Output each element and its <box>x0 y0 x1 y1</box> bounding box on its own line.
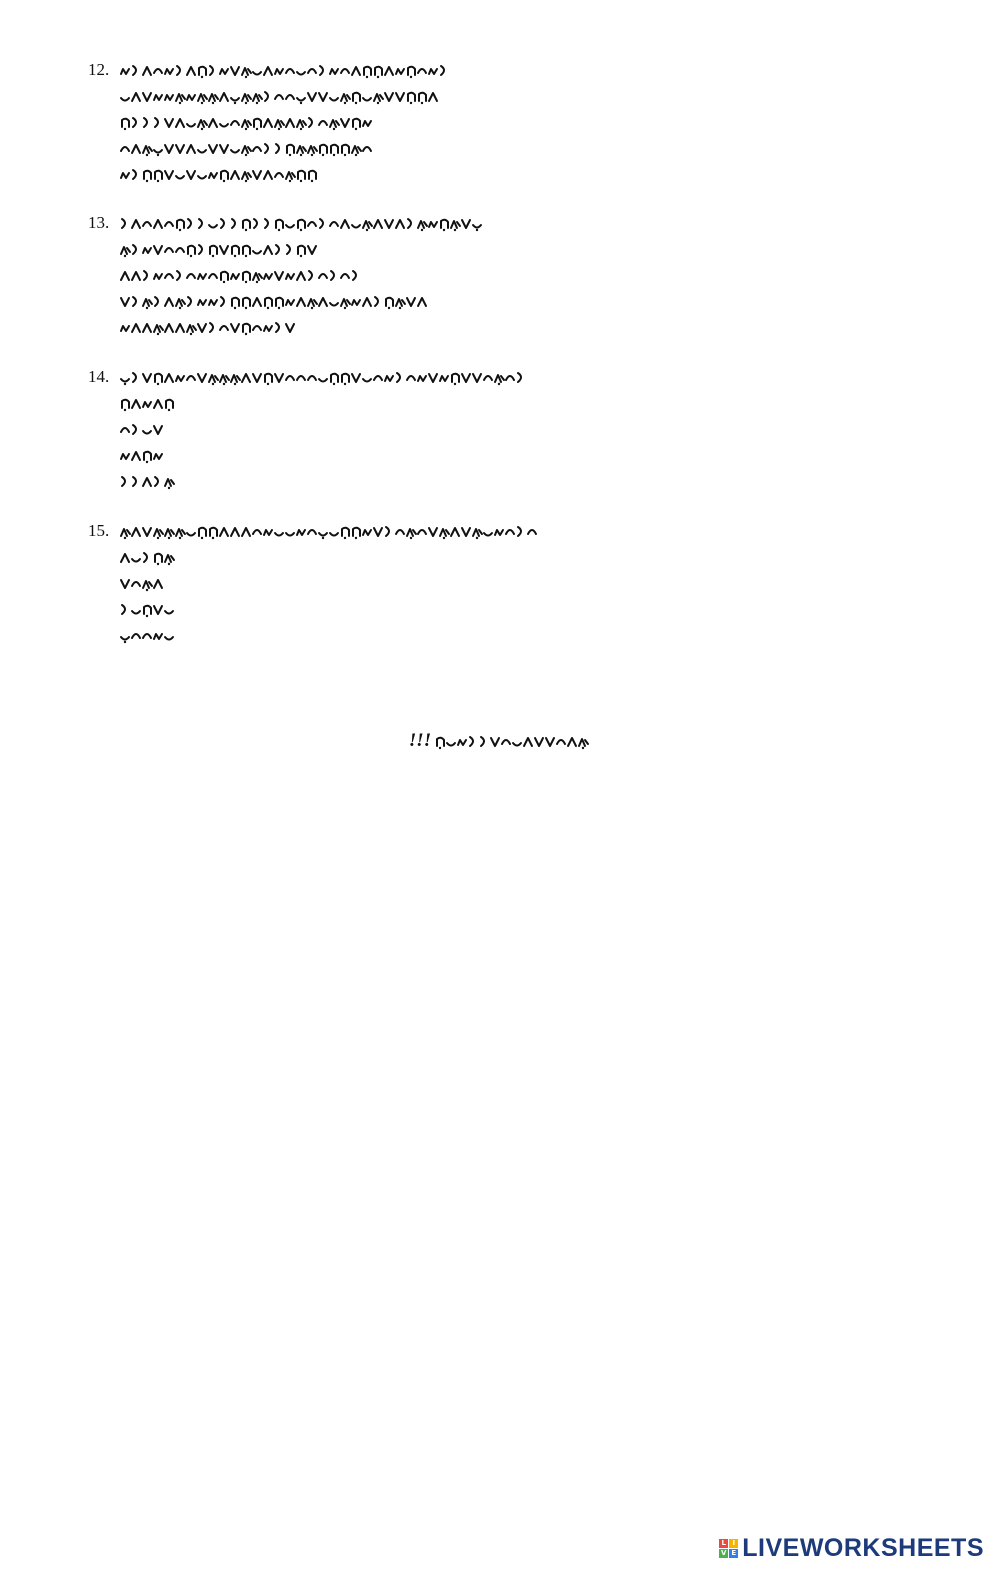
option-text <box>118 394 177 412</box>
option-text <box>118 446 166 464</box>
option-text <box>118 420 166 438</box>
answer-option-c[interactable] <box>118 442 529 468</box>
question-14 <box>88 364 529 494</box>
question-number: 13. <box>88 213 110 232</box>
answer-option-c[interactable] <box>118 596 540 622</box>
logo-letter: E <box>729 1549 738 1558</box>
question-number: 14. <box>88 367 110 386</box>
brand-name: LIVEWORKSHEETS <box>742 1533 984 1562</box>
option-text <box>118 574 166 592</box>
logo-letter: V <box>721 1548 727 1557</box>
question-number: 15. <box>88 521 110 540</box>
option-text <box>118 113 375 131</box>
question-13 <box>88 210 485 340</box>
option-text <box>118 626 177 644</box>
answer-option-a[interactable] <box>118 236 485 262</box>
answer-option-d[interactable] <box>118 622 540 648</box>
answer-option-c[interactable] <box>118 288 485 314</box>
option-text <box>118 318 298 336</box>
option-text <box>118 139 375 157</box>
option-text <box>118 240 320 258</box>
answer-option-a[interactable] <box>118 83 452 109</box>
option-text <box>118 165 320 183</box>
option-text <box>118 472 177 490</box>
answer-option-b[interactable] <box>118 262 485 288</box>
answer-option-a[interactable] <box>118 544 540 570</box>
question-number: 12. <box>88 60 110 79</box>
closing-message <box>0 729 1000 753</box>
option-text <box>118 87 441 105</box>
answer-option-b[interactable] <box>118 416 529 442</box>
question-text <box>118 368 529 386</box>
answer-option-c[interactable] <box>118 135 452 161</box>
question-text <box>118 522 540 540</box>
logo-letter: L <box>719 1539 728 1548</box>
question-text <box>118 214 485 232</box>
question-text <box>118 61 452 79</box>
option-text <box>118 266 364 284</box>
logo-letter: I <box>729 1539 738 1548</box>
option-text <box>118 548 177 566</box>
liveworksheets-logo[interactable] <box>719 1533 984 1563</box>
closing-text <box>433 732 591 750</box>
answer-option-b[interactable] <box>118 109 452 135</box>
exclamation-marks: !!! <box>408 730 432 751</box>
answer-option-a[interactable] <box>118 390 529 416</box>
option-text <box>118 292 430 310</box>
question-15 <box>88 518 540 648</box>
answer-option-d[interactable] <box>118 161 452 187</box>
answer-option-d[interactable] <box>118 468 529 494</box>
question-12 <box>88 57 452 187</box>
live-logo-icon <box>719 1539 738 1558</box>
option-text <box>118 600 177 618</box>
answer-option-b[interactable] <box>118 570 540 596</box>
answer-option-d[interactable] <box>118 314 485 340</box>
